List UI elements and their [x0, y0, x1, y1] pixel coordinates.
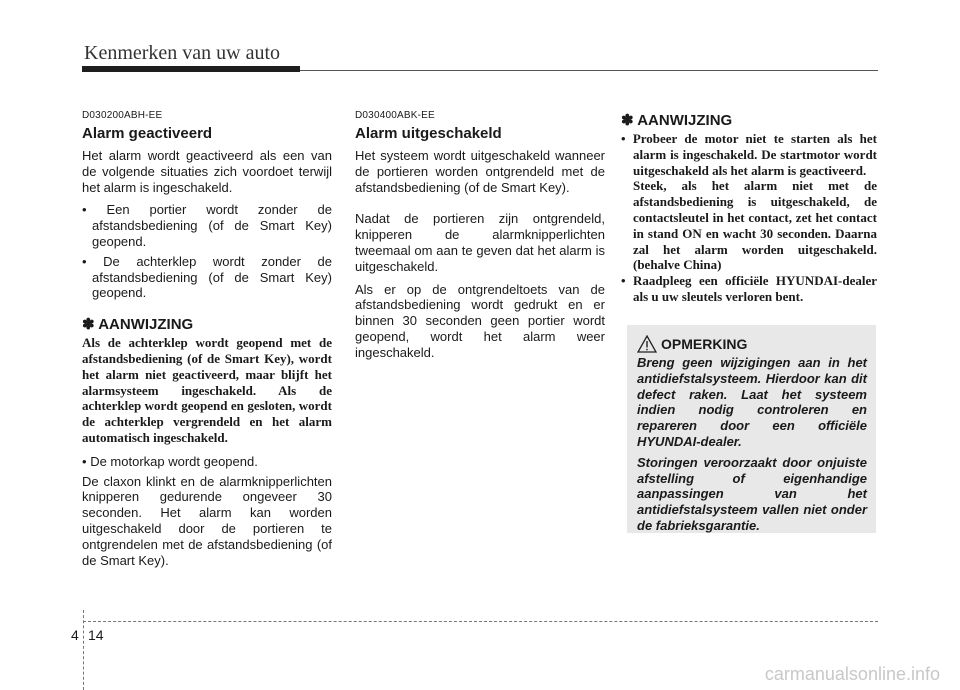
note-list-item	[621, 131, 877, 273]
column-alarm-activated	[82, 110, 332, 575]
column-alarm-deactivated	[355, 110, 605, 368]
list-item-text: De motorkap wordt geopend.	[90, 453, 258, 469]
star-icon: ✽	[82, 316, 95, 334]
note-item-text: Raadpleeg een officiële HYUNDAI-dealer als u uw sleutels verloren bent.	[633, 273, 878, 304]
list-item	[82, 454, 332, 470]
page-number: 14	[88, 627, 104, 643]
list-item	[82, 202, 332, 249]
paragraph: Als er op de ontgrendeltoets van de afstandsbediening wordt gedrukt en er binnen 30 seconden geen portier wordt geopend, wordt het alarm weer ingeschakeld.	[355, 281, 605, 360]
note-heading	[82, 315, 332, 333]
note-item-text: Probeer de motor niet te starten als het alarm is ingeschakeld. De startmotor wordt uitgeschakeld als het alarm is geactiveerd.	[632, 131, 877, 178]
note-heading	[621, 111, 877, 129]
caution-title: OPMERKING	[661, 336, 748, 352]
section-code: D030200ABH-EE	[82, 110, 163, 121]
caution-body	[637, 355, 867, 539]
star-icon: ✽	[621, 112, 634, 129]
bullet-icon: •	[621, 273, 626, 289]
bullet-icon: •	[82, 202, 87, 218]
header-bar	[82, 66, 300, 72]
watermark: carmanualsonline.info	[764, 664, 940, 684]
list-item	[82, 254, 332, 301]
footer-vertical-rule	[83, 610, 84, 690]
footer-horizontal-rule	[83, 621, 878, 622]
list-item-text: Een portier wordt zonder de afstandsbediening (of de Smart Key) geopend.	[92, 202, 332, 249]
section-heading: Alarm geactiveerd	[82, 125, 213, 142]
bullet-icon: •	[82, 453, 87, 469]
note-list-item	[621, 273, 877, 305]
chapter-number: 4	[71, 627, 79, 643]
caution-box	[627, 325, 876, 533]
bullet-icon: •	[621, 131, 626, 146]
note-heading-label: AANWIJZING	[98, 316, 194, 334]
list-item-text: De achterklep wordt zonder de afstandsbediening (of de Smart Key) geopend.	[92, 253, 332, 301]
caution-header	[637, 335, 747, 353]
paragraph: Nadat de portieren zijn ontgrendeld, knipperen de alarmknipperlichten tweemaal om aan te geven dat het alarm is uitgeschakeld.	[355, 211, 605, 274]
column-note	[621, 111, 877, 305]
outro-paragraph: De claxon klinkt en de alarmknipperlichten knipperen gedurende ongeveer 30 seconden. Het alarm kan worden uitgeschakeld door de portieren te ontgrendelen met de afstandsbediening (of de Smart Key).	[82, 473, 332, 568]
note-item-continuation: Steek, als het alarm niet met de afstandsbediening is uitgeschakeld, de contactsleutel in het contact, zet het contact in stand ON en wacht 30 seconden. Daarna zal het alarm worden uitgeschakeld. (behalve China)	[633, 178, 877, 273]
intro-paragraph: Het alarm wordt geactiveerd als een van de volgende situaties zich voordoet terwijl het alarm is ingeschakeld.	[82, 148, 332, 195]
caution-paragraph: Storingen veroorzaakt door onjuiste afstelling of eigenhandige aanpassingen van het antidiefstalsysteem vallen niet onder de fabrieksgarantie.	[637, 454, 867, 533]
section-heading: Alarm uitgeschakeld	[355, 125, 502, 142]
paragraph: Het systeem wordt uitgeschakeld wanneer de portieren worden ontgrendeld met de afstandsbediening (of de Smart Key).	[355, 148, 605, 195]
warning-triangle-icon	[637, 335, 657, 353]
caution-paragraph: Breng geen wijzigingen aan in het antidiefstalsysteem. Hierdoor kan dit defect raken. Laat het systeem indien nodig controleren en repareren door een officiële HYUNDAI-dealer.	[637, 355, 867, 449]
section-code: D030400ABK-EE	[355, 110, 435, 121]
note-text: Als de achterklep wordt geopend met de afstandsbediening (of de Smart Key), wordt het alarm niet geactiveerd, maar blijft het alarmsysteem ingeschakeld. Als de achterklep wordt geopend en gesloten, wordt de achterklep vergrendeld en het alarm automatisch ingeschakeld.	[82, 335, 332, 445]
bullet-icon: •	[82, 253, 87, 269]
header-rule	[300, 70, 878, 71]
page-header-title: Kenmerken van uw auto	[84, 42, 281, 64]
note-heading-label: AANWIJZING	[637, 112, 733, 129]
